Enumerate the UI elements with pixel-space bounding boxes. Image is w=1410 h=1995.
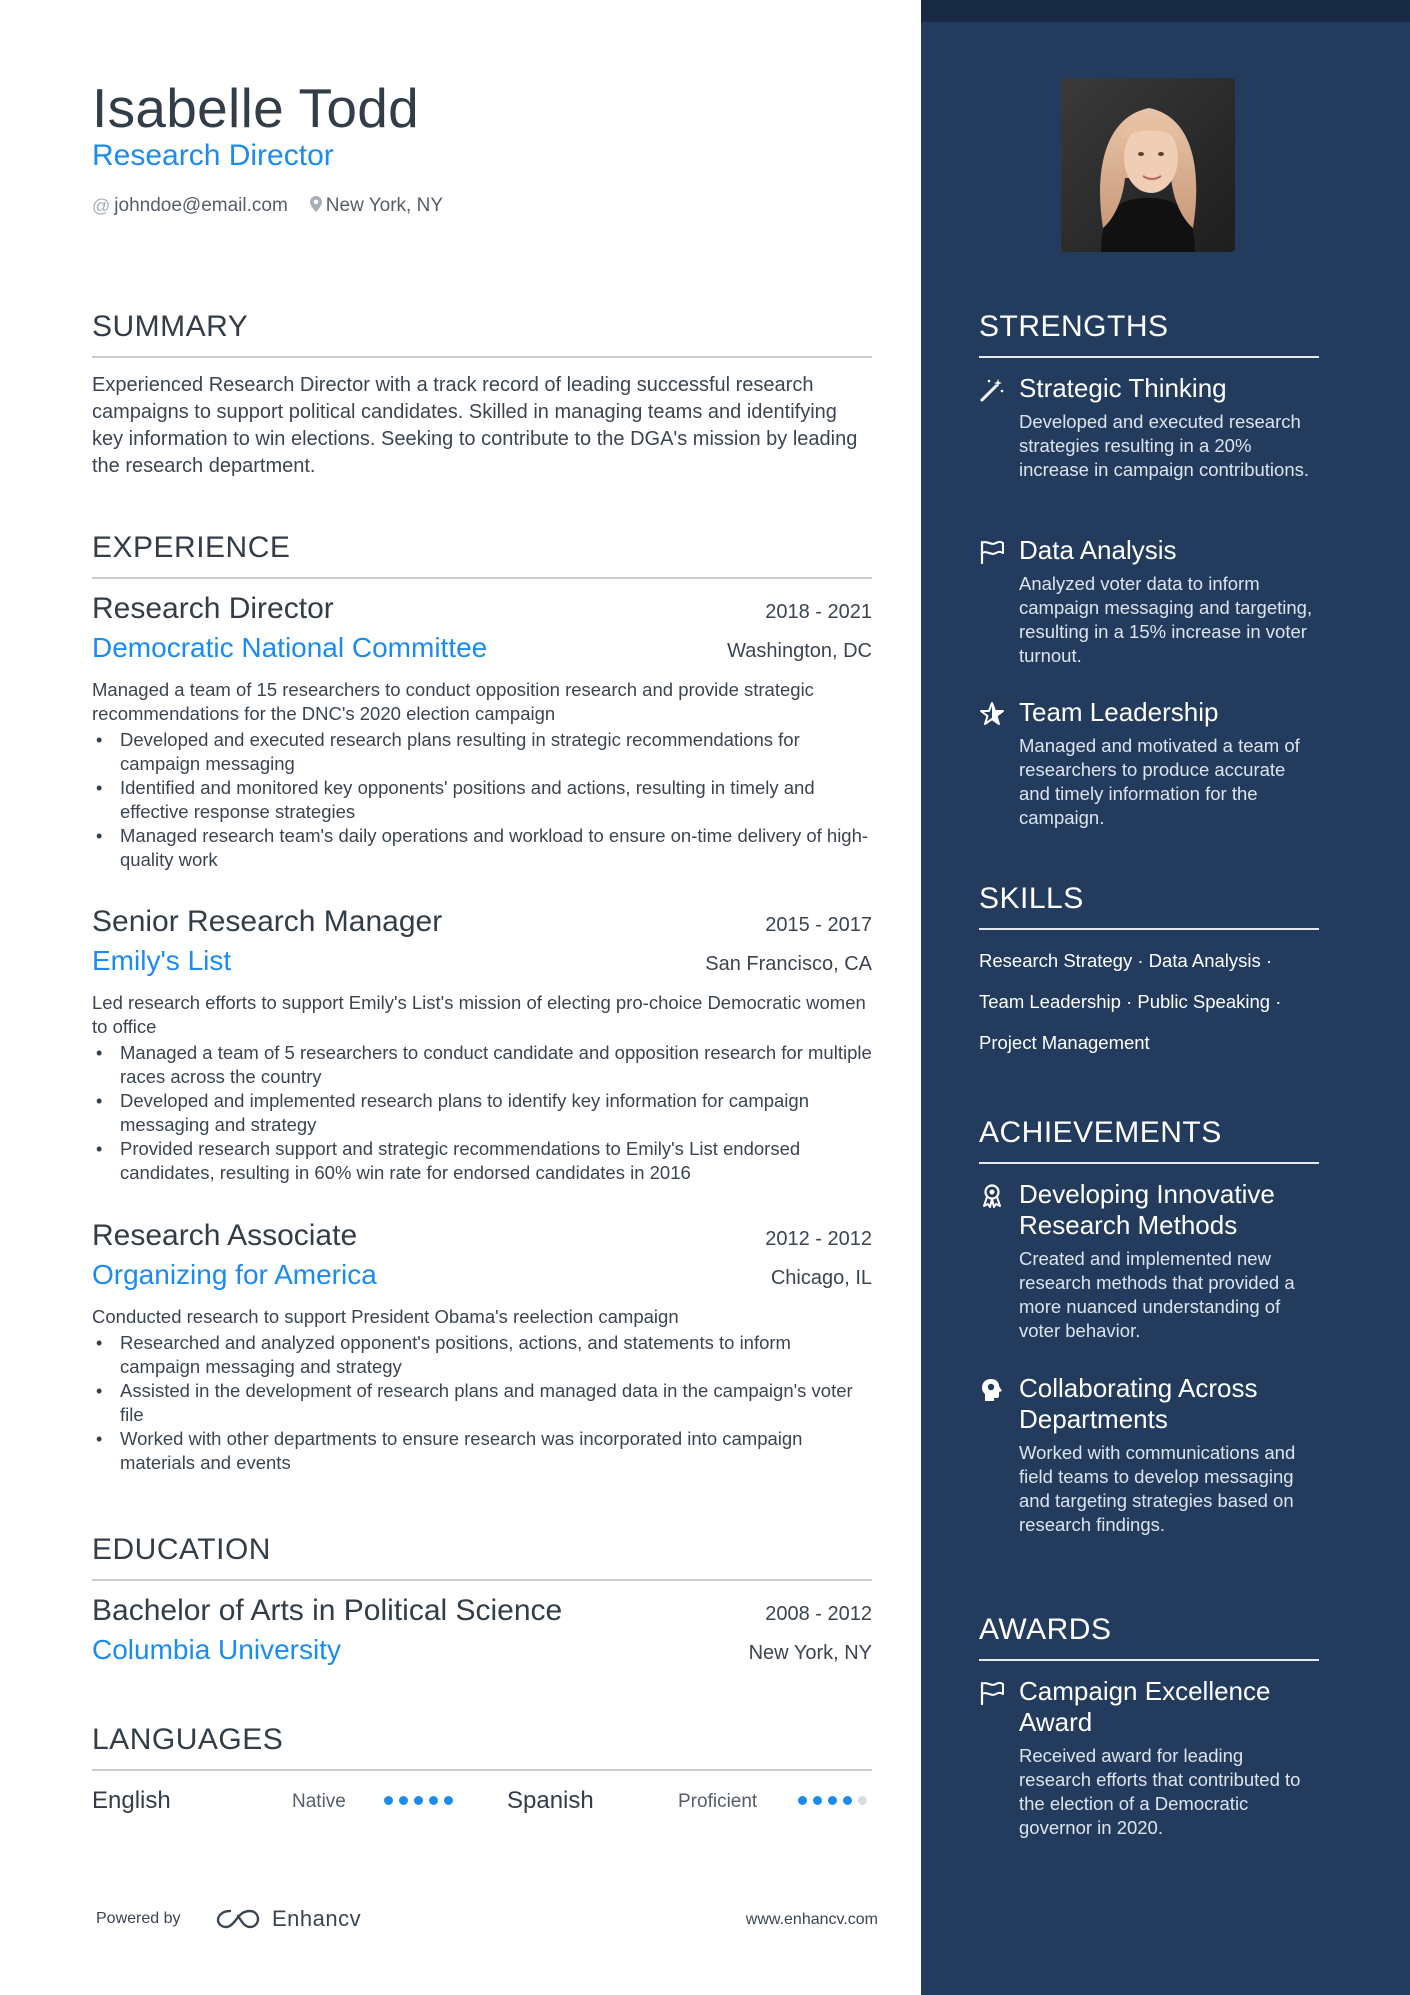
job-description: Conducted research to support President Obama's reelection campaign bbox=[92, 1306, 679, 1327]
skill-separator: · bbox=[1126, 991, 1133, 1012]
sidebar-top-strip bbox=[921, 0, 1410, 22]
achievement-text: Worked with communications and field teams to develop messaging and targeting strategies based on research findings. bbox=[1019, 1442, 1296, 1535]
strength-title: Team Leadership bbox=[1019, 697, 1219, 727]
job-bullet: • Worked with other departments to ensure research was incorporated into campaign materials and events bbox=[92, 1427, 872, 1475]
education-section bbox=[92, 1533, 872, 1581]
skills-heading: SKILLS bbox=[979, 882, 1319, 930]
star-icon bbox=[979, 701, 1005, 727]
strength-title: Data Analysis bbox=[1019, 535, 1177, 565]
skill-tag: Team Leadership bbox=[979, 991, 1121, 1012]
email-item[interactable] bbox=[92, 195, 288, 217]
languages-row bbox=[92, 1787, 872, 1817]
proficiency-dot bbox=[798, 1796, 807, 1805]
job-company[interactable]: Emily's List bbox=[92, 945, 232, 976]
job-bullet: • Developed and implemented research plans to identify key information for campaign messaging and strategy bbox=[92, 1089, 872, 1137]
awards-section bbox=[979, 1613, 1319, 1661]
job-bullets bbox=[92, 1331, 872, 1475]
head-brain-icon bbox=[979, 1377, 1005, 1403]
job-bullet: • Provided research support and strategic recommendations to Emily's List endorsed candidates, resulting in 60% win rate for endorsed candidates in 2016 bbox=[92, 1137, 872, 1185]
skills-section bbox=[979, 882, 1319, 930]
award-ribbon-icon bbox=[979, 1183, 1005, 1209]
skill-separator: · bbox=[1275, 991, 1282, 1012]
strength-text: Developed and executed research strategies resulting in a 20% increase in campaign contributions. bbox=[1019, 411, 1309, 480]
strengths-heading: STRENGTHS bbox=[979, 310, 1319, 358]
at-icon: @ bbox=[92, 195, 111, 216]
flag-icon bbox=[979, 539, 1005, 565]
job-bullet: • Developed and executed research plans resulting in strategic recommendations for campaign messaging bbox=[92, 728, 872, 776]
proficiency-dot bbox=[858, 1796, 867, 1805]
location-text: New York, NY bbox=[325, 195, 444, 216]
job-dates: 2015 - 2017 bbox=[765, 914, 872, 936]
contact-row bbox=[92, 195, 465, 217]
awards-heading: AWARDS bbox=[979, 1613, 1319, 1661]
school[interactable]: Columbia University bbox=[92, 1634, 341, 1665]
proficiency-dot bbox=[384, 1796, 393, 1805]
proficiency-dot bbox=[843, 1796, 852, 1805]
job-description: Led research efforts to support Emily's List's mission of electing pro-choice Democratic women to office bbox=[92, 992, 866, 1037]
strengths-section bbox=[979, 310, 1319, 358]
job-role: Senior Research Manager bbox=[92, 905, 443, 938]
job-bullets bbox=[92, 1041, 872, 1185]
job-entry bbox=[92, 1219, 872, 1475]
job-bullet: • Identified and monitored key opponents' positions and actions, resulting in timely and effective response strategies bbox=[92, 776, 872, 824]
achievement-title: Collaborating Across Departments bbox=[1019, 1373, 1258, 1434]
job-location: San Francisco, CA bbox=[705, 953, 872, 975]
sidebar bbox=[921, 0, 1410, 1995]
proficiency-dot bbox=[813, 1796, 822, 1805]
language-dots bbox=[798, 1796, 873, 1805]
achievement-item bbox=[979, 1373, 1319, 1537]
education-location: New York, NY bbox=[748, 1642, 872, 1664]
proficiency-dot bbox=[828, 1796, 837, 1805]
strength-text: Managed and motivated a team of researchers to produce accurate and timely information for the campaign. bbox=[1019, 735, 1300, 828]
enhancv-logo-text: Enhancv bbox=[272, 1906, 362, 1931]
job-role: Research Director bbox=[92, 592, 334, 625]
proficiency-dot bbox=[399, 1796, 408, 1805]
candidate-name: Isabelle Todd bbox=[92, 77, 420, 139]
job-company[interactable]: Organizing for America bbox=[92, 1259, 377, 1290]
job-bullets bbox=[92, 728, 872, 872]
skill-separator: · bbox=[1137, 950, 1144, 971]
award-title: Campaign Excellence Award bbox=[1019, 1676, 1271, 1737]
proficiency-dot bbox=[429, 1796, 438, 1805]
achievement-item bbox=[979, 1179, 1319, 1343]
footer bbox=[96, 1906, 878, 1932]
job-description: Managed a team of 15 researchers to conduct opposition research and provide strategic recommendations for the DNC's 2020 election campaign bbox=[92, 679, 814, 724]
magic-wand-icon bbox=[979, 377, 1005, 403]
proficiency-dot bbox=[414, 1796, 423, 1805]
experience-heading: EXPERIENCE bbox=[92, 531, 872, 579]
achievements-heading: ACHIEVEMENTS bbox=[979, 1116, 1319, 1164]
education-heading: EDUCATION bbox=[92, 1533, 872, 1581]
job-dates: 2018 - 2021 bbox=[765, 601, 872, 623]
proficiency-dot bbox=[444, 1796, 453, 1805]
language-name: English bbox=[92, 1787, 171, 1814]
job-role: Research Associate bbox=[92, 1219, 358, 1252]
powered-by-label: Powered by bbox=[96, 1910, 181, 1927]
languages-section bbox=[92, 1723, 872, 1771]
achievement-text: Created and implemented new research methods that provided a more nuanced understanding of voter behavior. bbox=[1019, 1248, 1295, 1341]
language-name: Spanish bbox=[507, 1787, 594, 1814]
candidate-title: Research Director bbox=[92, 139, 334, 172]
job-entry bbox=[92, 905, 872, 1185]
profile-photo bbox=[1061, 78, 1235, 252]
job-location: Chicago, IL bbox=[770, 1267, 872, 1289]
language-level: Native bbox=[292, 1791, 346, 1812]
experience-section bbox=[92, 531, 872, 579]
job-bullet: • Managed a team of 5 researchers to conduct candidate and opposition research for multiple races across the country bbox=[92, 1041, 872, 1089]
skills-list bbox=[979, 940, 1319, 1063]
profile-photo-avatar bbox=[1061, 78, 1235, 252]
strength-item bbox=[979, 535, 1319, 668]
job-bullet: • Assisted in the development of research plans and managed data in the campaign's voter file bbox=[92, 1379, 872, 1427]
achievements-section bbox=[979, 1116, 1319, 1164]
language-dots bbox=[384, 1796, 459, 1805]
job-dates: 2012 - 2012 bbox=[765, 1228, 872, 1250]
strength-item bbox=[979, 697, 1319, 830]
languages-heading: LANGUAGES bbox=[92, 1723, 872, 1771]
summary-section bbox=[92, 310, 872, 480]
skill-tag: Public Speaking bbox=[1137, 991, 1271, 1012]
degree: Bachelor of Arts in Political Science bbox=[92, 1594, 563, 1627]
award-text: Received award for leading research efforts that contributed to the election of a Democratic governor in 2020. bbox=[1019, 1745, 1301, 1838]
email-text: johndoe@email.com bbox=[114, 195, 288, 216]
skill-separator: · bbox=[1265, 950, 1273, 971]
skill-tag: Project Management bbox=[979, 1032, 1150, 1053]
summary-heading: SUMMARY bbox=[92, 310, 872, 358]
enhancv-logo-icon bbox=[214, 1907, 262, 1931]
strength-text: Analyzed voter data to inform campaign messaging and targeting, resulting in a 15% increase in voter turnout. bbox=[1019, 573, 1313, 666]
language-level: Proficient bbox=[678, 1791, 758, 1812]
job-bullet: • Researched and analyzed opponent's positions, actions, and statements to inform campaign messaging and strategy bbox=[92, 1331, 872, 1379]
skill-tag: Research Strategy bbox=[979, 950, 1133, 971]
job-company[interactable]: Democratic National Committee bbox=[92, 632, 488, 663]
strength-title: Strategic Thinking bbox=[1019, 373, 1227, 403]
award-item bbox=[979, 1676, 1319, 1840]
location-pin-icon bbox=[310, 196, 322, 217]
website-link[interactable]: www.enhancv.com bbox=[745, 1911, 878, 1928]
education-dates: 2008 - 2012 bbox=[765, 1603, 872, 1625]
flag-icon bbox=[979, 1680, 1005, 1706]
education-entry bbox=[92, 1594, 872, 1666]
location-item bbox=[310, 195, 443, 217]
job-bullet: • Managed research team's daily operations and workload to ensure on-time delivery of high-quality work bbox=[92, 824, 872, 872]
job-entry bbox=[92, 592, 872, 872]
job-location: Washington, DC bbox=[727, 640, 872, 662]
summary-text: Experienced Research Director with a track record of leading successful research campaigns to support political candidates. Skilled in managing teams and identifying key information to win elections. Seeking to contribute to the DGA's mission by leading the research department. bbox=[92, 374, 858, 477]
enhancv-logo[interactable] bbox=[214, 1906, 361, 1932]
strength-item bbox=[979, 373, 1319, 482]
achievement-title: Developing Innovative Research Methods bbox=[1019, 1179, 1275, 1240]
skill-tag: Data Analysis bbox=[1148, 950, 1261, 971]
